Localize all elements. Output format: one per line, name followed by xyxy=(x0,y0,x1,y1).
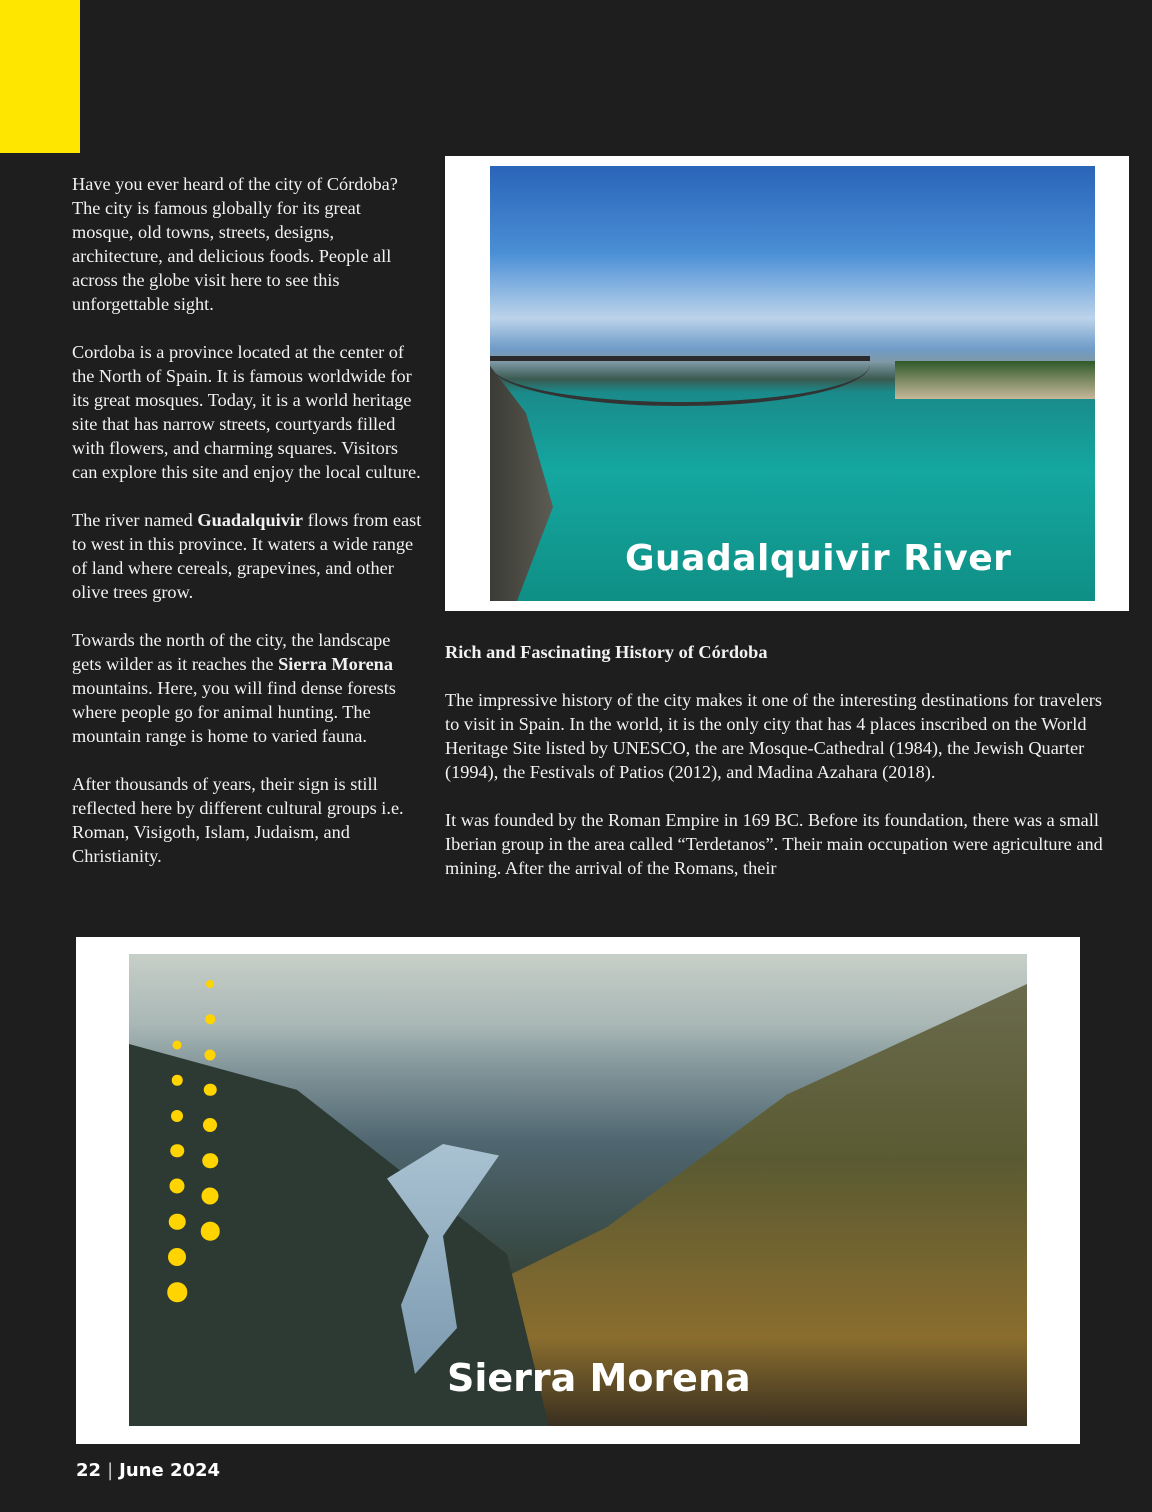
river-paragraph xyxy=(72,508,424,604)
decorative-dot xyxy=(202,1187,219,1204)
mountain-photo-frame xyxy=(76,937,1080,1444)
photo-bridge xyxy=(490,356,870,406)
footer-separator: | xyxy=(107,1460,114,1481)
decorative-dot xyxy=(170,1179,185,1194)
mountains-paragraph xyxy=(72,628,424,748)
photo-bank xyxy=(490,366,580,601)
decorative-dot xyxy=(206,980,214,988)
decorative-dot xyxy=(167,1282,187,1302)
decorative-dot xyxy=(173,1041,182,1050)
decorative-dot xyxy=(168,1248,186,1266)
sierra-morena-photo xyxy=(129,954,1027,1426)
page-number: 22 xyxy=(76,1460,102,1481)
cultures-paragraph: After thousands of years, their sign is still reflected here by different cultural groups i.e. Roman, Visigoth, Islam, Judaism, and Christianity. xyxy=(72,774,404,866)
decorative-dot xyxy=(201,1222,220,1241)
decorative-dot xyxy=(202,1153,218,1169)
issue-date: June 2024 xyxy=(119,1460,221,1481)
history-heading: Rich and Fascinating History of Córdoba xyxy=(445,642,768,662)
decorative-dot xyxy=(203,1118,217,1132)
founding-paragraph: It was founded by the Roman Empire in 169 BC. Before its foundation, there was a small Iberian group in the area called “Terdetanos”. Their main occupation were agriculture and mining. After the arrival of the Romans, their xyxy=(445,810,1103,878)
decorative-dot xyxy=(170,1144,184,1158)
mountain-photo-caption: Sierra Morena xyxy=(447,1356,751,1400)
river-name: Guadalquivir xyxy=(197,510,304,530)
text: Towards the north of the city, the landscape gets wilder as it reaches the xyxy=(72,630,391,674)
history-paragraph: The impressive history of the city makes it one of the interesting destinations for travelers to visit in Spain. In the world, it is the only city that has 4 places inscribed on the World Heritage Site listed by UNESCO, the are Mosque-Cathedral (1984), the Jewish Quarter (1994), the Festivals of Patios (2012), and Madina Azahara (2018). xyxy=(445,690,1102,782)
photo-shore xyxy=(895,361,1095,399)
text: mountains. Here, you will find dense forests where people go for animal hunting. The mountain range is home to varied fauna. xyxy=(72,678,396,746)
text: The river named xyxy=(72,510,198,530)
mountain-name: Sierra Morena xyxy=(278,654,393,674)
decorative-dot xyxy=(169,1213,186,1230)
text: flows from east to west in this province. It waters a wide range of land where cereals, grapevines, and other olive trees grow. xyxy=(72,510,422,602)
river-photo-caption: Guadalquivir River xyxy=(625,538,1012,579)
yellow-accent-block xyxy=(0,0,80,153)
left-column xyxy=(72,172,424,892)
province-paragraph: Cordoba is a province located at the center of the North of Spain. It is famous worldwide for its great mosques. Today, it is a world heritage site that has narrow streets, courtyards filled with flowers, and charming squares. Visitors can explore this site and enjoy the local culture. xyxy=(72,342,421,482)
river-photo-frame xyxy=(445,156,1129,611)
decorative-dot xyxy=(172,1075,183,1086)
decorative-dot xyxy=(205,1015,215,1025)
guadalquivir-river-photo xyxy=(490,166,1095,601)
page-footer xyxy=(76,1460,220,1481)
intro-paragraph: Have you ever heard of the city of Córdoba? The city is famous globally for its great mosque, old towns, streets, designs, architecture, and delicious foods. People all across the globe visit here to see this unforgettable sight. xyxy=(72,174,398,314)
decorative-dot xyxy=(205,1049,216,1060)
right-column xyxy=(445,640,1105,904)
decorative-dot xyxy=(171,1110,183,1122)
decorative-dot xyxy=(204,1084,217,1097)
